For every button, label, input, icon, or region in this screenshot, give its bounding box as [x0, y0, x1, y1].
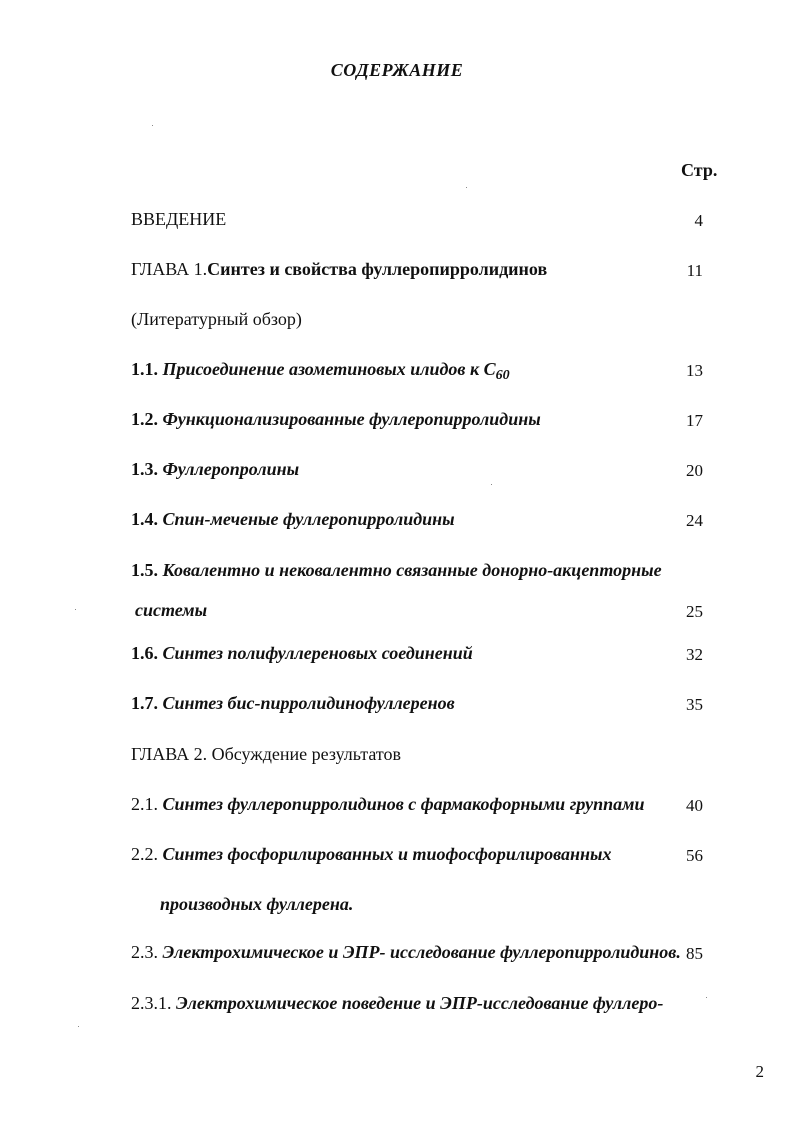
scan-speck [466, 187, 467, 188]
entry-page: 25 [686, 602, 703, 621]
scan-speck [491, 484, 492, 485]
entry-page: 56 [686, 846, 703, 865]
entry-prefix: 1.7. [131, 693, 163, 713]
scan-speck [706, 997, 707, 998]
entry-prefix: 2.2. [131, 844, 163, 864]
toc-entry-1-4 [131, 509, 455, 530]
entry-title: Присоединение азометиновых илидов к C [162, 359, 496, 379]
entry-prefix: 1.6. [131, 643, 163, 663]
entry-page: 85 [686, 944, 703, 963]
scan-speck [75, 609, 76, 610]
page-title: СОДЕРЖАНИЕ [330, 60, 464, 80]
entry-title: Синтез фосфорилированных и тиофосфорилированных [162, 844, 612, 864]
entry-prefix: 2.3.1. [131, 993, 176, 1013]
entry-page: 20 [686, 461, 703, 480]
entry-page: 17 [686, 411, 703, 430]
entry-title: Электрохимическое поведение и ЭПР-исследование фуллеро- [176, 993, 664, 1013]
toc-entry-2-2-continued [160, 894, 353, 915]
toc-entry-1-2 [131, 409, 541, 430]
entry-title: Электрохимическое и ЭПР- исследование фуллеропирролидинов. [162, 942, 681, 962]
entry-page: 35 [686, 695, 703, 714]
toc-entry-2-3-1 [131, 993, 663, 1014]
entry-prefix: 1.4. [131, 509, 163, 529]
entry-page: 11 [686, 261, 703, 280]
toc-entry-2-3 [131, 942, 681, 963]
scan-speck [78, 1026, 79, 1027]
entry-title: Синтез бис-пирролидинофуллеренов [162, 693, 455, 713]
entry-label: ГЛАВА 2. Обсуждение результатов [131, 744, 402, 764]
entry-title: Синтез полифуллереновых соединений [162, 643, 473, 663]
entry-prefix: ГЛАВА 1. [131, 259, 208, 279]
entry-prefix: 1.3. [131, 459, 163, 479]
toc-entry-chapter-2 [131, 744, 401, 765]
toc-entry-2-2 [131, 844, 612, 865]
entry-prefix: 1.1. [131, 359, 163, 379]
entry-title: Функционализированные фуллеропирролидины [162, 409, 541, 429]
entry-title: Синтез и свойства фуллеропирролидинов [207, 259, 548, 279]
toc-entry-1-6 [131, 643, 473, 664]
toc-entry-2-1 [131, 794, 644, 815]
toc-entry-1-3 [131, 459, 299, 480]
toc-entry-chapter-1-subtitle [131, 309, 302, 330]
entry-label: ВВЕДЕНИЕ [131, 209, 227, 229]
entry-page: 24 [686, 511, 703, 530]
entry-title: системы [135, 600, 208, 620]
entry-title: Спин-меченые фуллеропирролидины [162, 509, 455, 529]
page-column-header: Стр. [681, 160, 718, 180]
entry-page: 32 [686, 645, 703, 664]
toc-entry-chapter-1 [131, 259, 547, 280]
entry-page: 13 [686, 361, 703, 380]
entry-title: Синтез фуллеропирролидинов с фармакофорными группами [162, 794, 645, 814]
toc-entry-1-7 [131, 693, 455, 714]
entry-title: Ковалентно и нековалентно связанные донорно-акцепторные [162, 560, 662, 580]
entry-subscript: 60 [495, 368, 510, 383]
entry-prefix: 1.5. [131, 560, 163, 580]
toc-entry-1-5-continued [135, 600, 207, 621]
toc-entry-introduction [131, 209, 226, 230]
toc-entry-1-5 [131, 560, 662, 581]
entry-title: (Литературный обзор) [131, 309, 302, 329]
page-number: 2 [755, 1062, 764, 1081]
entry-title: производных фуллерена. [160, 894, 354, 914]
entry-title: Фуллеропролины [162, 459, 300, 479]
entry-prefix: 2.1. [131, 794, 163, 814]
entry-prefix: 2.3. [131, 942, 163, 962]
toc-entry-1-1 [131, 359, 510, 383]
entry-prefix: 1.2. [131, 409, 163, 429]
scan-speck [152, 125, 153, 126]
entry-page: 40 [686, 796, 703, 815]
entry-page: 4 [694, 211, 703, 230]
